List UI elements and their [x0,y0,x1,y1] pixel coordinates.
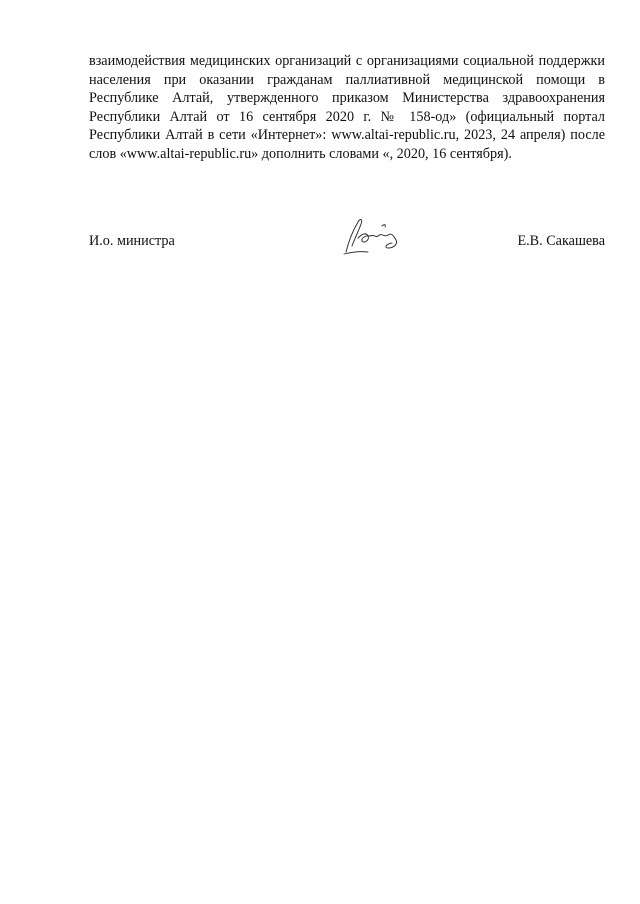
signatory-title: И.о. министра [89,233,175,249]
signature-underline [344,252,368,254]
signature-stroke-tail [370,234,397,248]
signature-stroke-main [346,220,362,252]
body-paragraph: взаимодействия медицинских организаций с организациями социальной поддержки населения при оказании гражданам паллиативной медицинской помощи в Республике Алтай, утвержденного приказом Министерства здравоохранения Республики Алтай от 16 сентября 2020 г. № 158-од» (официальный портал Республики Алтай в сети «Интернет»: www.altai-republic.ru, 2023, 24 апреля) после слов «www.altai-republic.ru» дополнить словами «, 2020, 16 сентября). [89,53,605,162]
signature-stroke-loop [358,234,370,242]
signature-stroke-hook [382,225,385,227]
handwritten-signature [338,214,410,260]
signatory-name: Е.В. Сакашева [517,233,605,249]
